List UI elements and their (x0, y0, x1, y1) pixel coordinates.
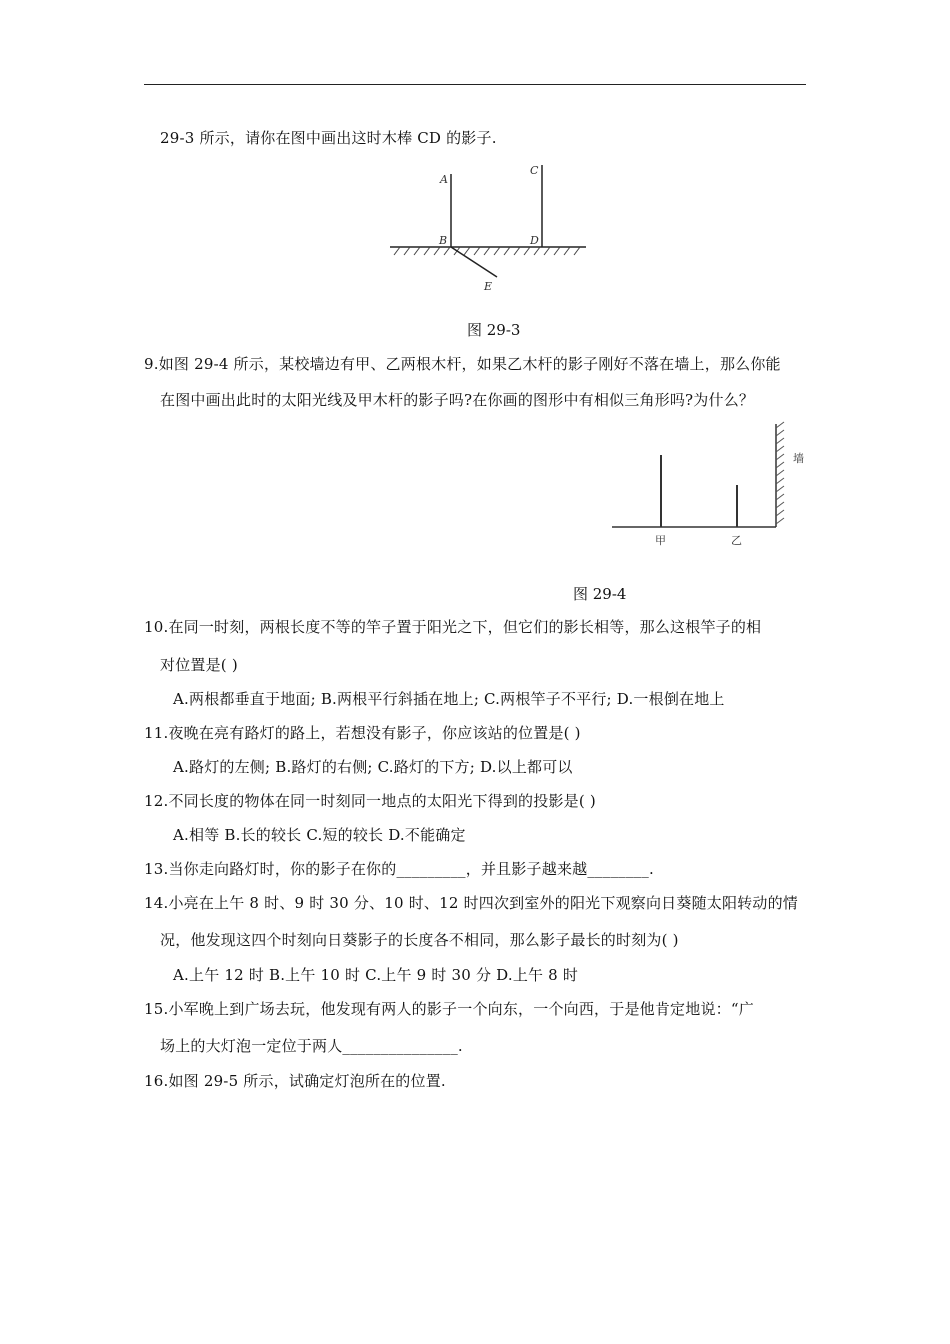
label-a: A (440, 173, 448, 186)
q14-line1: 14.小亮在上午 8 时、9 时 30 分、10 时、12 时四次到室外的阳光下观察向日葵随太阳转动的情 (144, 894, 798, 912)
q12-options: A.相等 B.长的较长 C.短的较长 D.不能确定 (173, 826, 466, 844)
ground-hatching (394, 247, 580, 255)
q10-line2: 对位置是( ) (160, 656, 238, 674)
shadow-be (451, 247, 497, 277)
label-yi: 乙 (731, 534, 742, 547)
label-e: E (484, 280, 493, 293)
q12-line1: 12.不同长度的物体在同一时刻同一地点的太阳光下得到的投影是( ) (144, 792, 596, 810)
label-b: B (439, 234, 448, 247)
wall-hatching (776, 422, 784, 524)
label-d: D (530, 234, 539, 247)
intro-line: 29-3 所示，请你在图中画出这时木棒 CD 的影子. (160, 129, 497, 147)
q13-line1: 13.当你走向路灯时，你的影子在你的_________，并且影子越来越________. (144, 860, 654, 878)
q11-options: A.路灯的左侧; B.路灯的右侧; C.路灯的下方; D.以上都可以 (173, 758, 573, 776)
q9-line1: 9.如图 29-4 所示，某校墙边有甲、乙两根木杆，如果乙木杆的影子刚好不落在墙上，那么你能 (144, 355, 781, 373)
label-c: C (530, 164, 539, 177)
q14-options: A.上午 12 时 B.上午 10 时 C.上午 9 时 30 分 D.上午 8 时 (173, 966, 579, 984)
q10-line1: 10.在同一时刻，两根长度不等的竿子置于阳光之下，但它们的影长相等，那么这根竿子的相 (144, 618, 762, 636)
figure-29-4 (610, 420, 810, 550)
label-wall: 墙 (793, 452, 804, 465)
q9-line2: 在图中画出此时的太阳光线及甲木杆的影子吗?在你画的图形中有相似三角形吗?为什么？ (160, 391, 755, 409)
header-rule (144, 84, 806, 85)
q16-line1: 16.如图 29-5 所示，试确定灯泡所在的位置. (144, 1072, 446, 1090)
figure-29-3-caption: 图 29-3 (467, 321, 521, 339)
figure-29-4-caption: 图 29-4 (573, 585, 627, 603)
figure-29-3 (388, 160, 588, 295)
label-jia: 甲 (655, 534, 666, 547)
q15-line2: 场上的大灯泡一定位于两人_______________. (160, 1037, 463, 1055)
q15-line1: 15.小军晚上到广场去玩，他发现有两人的影子一个向东，一个向西，于是他肯定地说：“广 (144, 1000, 754, 1018)
q10-options: A.两根都垂直于地面; B.两根平行斜插在地上; C.两根竿子不平行; D.一根倒在地上 (173, 690, 725, 708)
q14-line2: 况，他发现这四个时刻向日葵影子的长度各不相同，那么影子最长的时刻为( ) (160, 931, 679, 949)
q11-line1: 11.夜晚在亮有路灯的路上，若想没有影子，你应该站的位置是( ) (144, 724, 581, 742)
